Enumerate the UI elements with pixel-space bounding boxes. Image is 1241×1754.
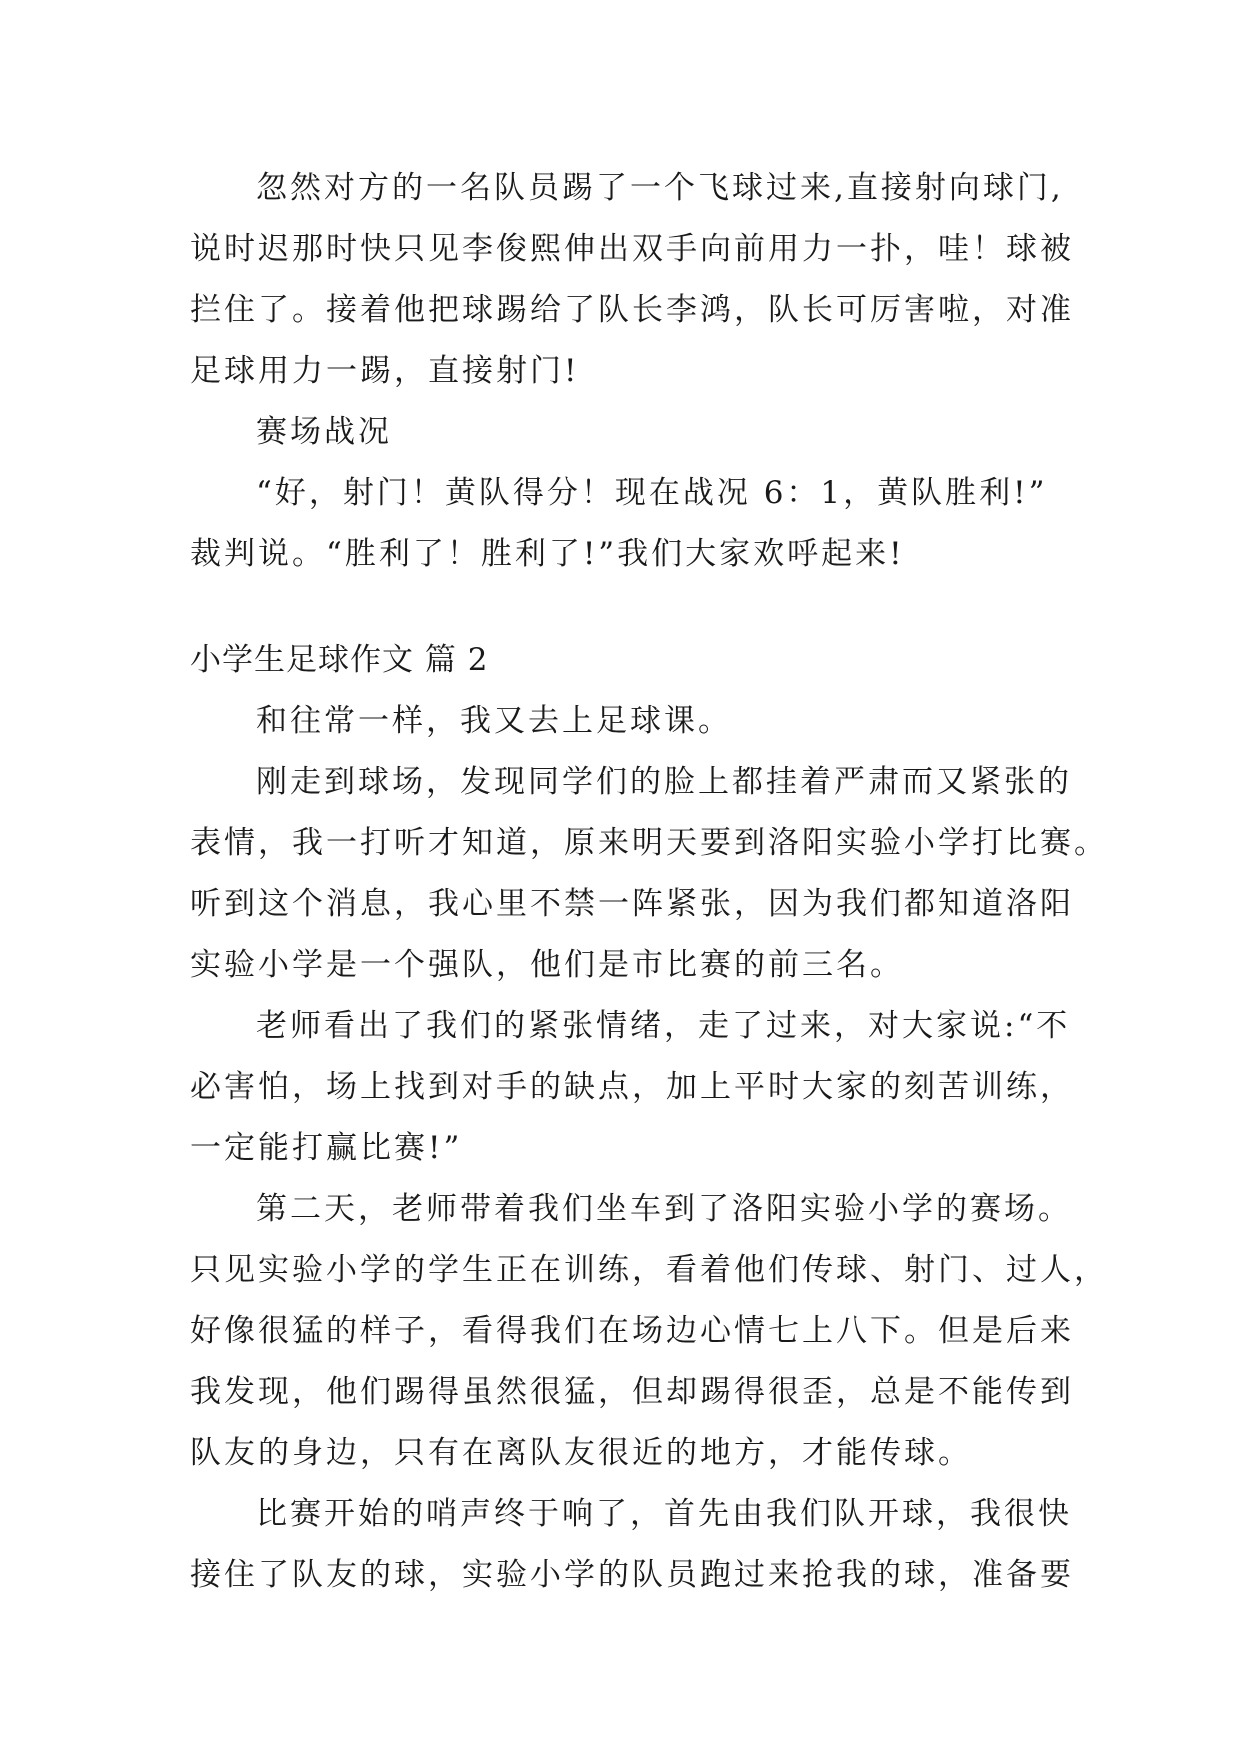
text-line: 刚走到球场，发现同学们的脸上都挂着严肃而又紧张的 (256, 764, 1072, 800)
text-line: 比赛开始的哨声终于响了，首先由我们队开球，我很快 (256, 1496, 1072, 1532)
text-line: 接住了队友的球，实验小学的队员跑过来抢我的球，准备要 (190, 1557, 1074, 1593)
text-line: 裁判说。“胜利了！胜利了!”我们大家欢呼起来! (190, 536, 905, 572)
text-line: 队友的身边，只有在离队友很近的地方，才能传球。 (190, 1435, 972, 1471)
text-line: 表情，我一打听才知道，原来明天要到洛阳实验小学打比赛。 (190, 825, 1108, 861)
text-line: 拦住了。接着他把球踢给了队长李鸿，队长可厉害啦，对准 (190, 292, 1074, 328)
paragraph (190, 463, 1070, 585)
essay-title: 小学生足球作文 篇 2 (190, 642, 489, 678)
paragraph (190, 402, 1070, 463)
section-gap (190, 585, 1070, 630)
paragraph (190, 691, 1070, 752)
document-page (190, 158, 1108, 1606)
subheading: 赛场战况 (256, 414, 392, 450)
text-line: 只见实验小学的学生正在训练，看着他们传球、射门、过人， (190, 1252, 1108, 1288)
text-line: 一定能打赢比赛!” (190, 1130, 463, 1166)
text-line: 足球用力一踢，直接射门! (190, 353, 580, 389)
paragraph (190, 996, 1074, 1179)
paragraph (190, 1484, 1074, 1606)
paragraph (190, 1179, 1108, 1484)
text-line: 好像很猛的样子，看得我们在场边心情七上八下。但是后来 (190, 1313, 1074, 1349)
text-line: 实验小学是一个强队，他们是市比赛的前三名。 (190, 947, 904, 983)
paragraph (190, 158, 1074, 402)
text-line: 忽然对方的一名队员踢了一个飞球过来,直接射向球门, (256, 170, 1064, 206)
text-line: “好，射门！黄队得分！现在战况 6：1，黄队胜利!” (256, 475, 1048, 511)
text-line: 说时迟那时快只见李俊熙伸出双手向前用力一扑，哇！球被 (190, 231, 1074, 267)
text-line: 听到这个消息，我心里不禁一阵紧张，因为我们都知道洛阳 (190, 886, 1074, 922)
text-line: 和往常一样，我又去上足球课。 (256, 703, 732, 739)
text-line: 第二天，老师带着我们坐车到了洛阳实验小学的赛场。 (256, 1191, 1072, 1227)
text-line: 老师看出了我们的紧张情绪，走了过来，对大家说:“不 (256, 1008, 1071, 1044)
paragraph (190, 752, 1108, 996)
text-line: 我发现，他们踢得虽然很猛，但却踢得很歪，总是不能传到 (190, 1374, 1074, 1410)
text-line: 必害怕，场上找到对手的缺点，加上平时大家的刻苦训练， (190, 1069, 1074, 1105)
